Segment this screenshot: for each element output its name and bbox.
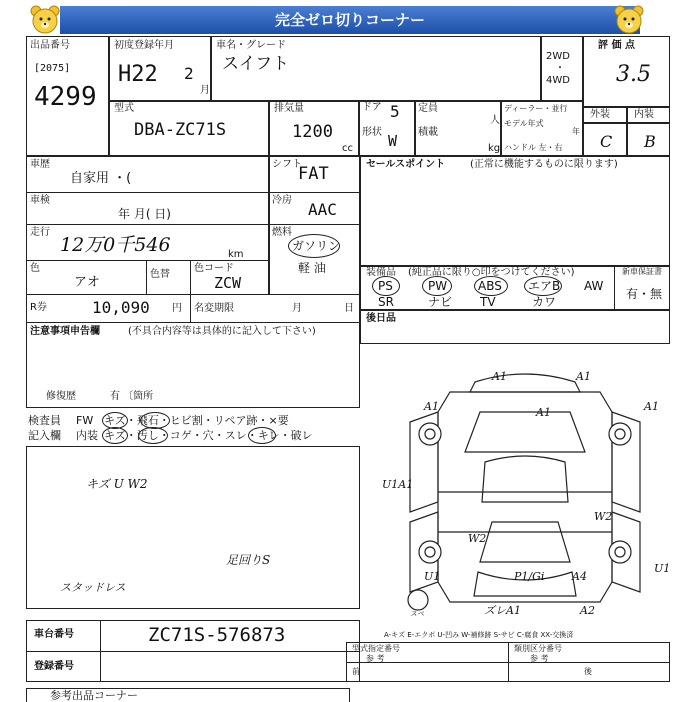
interior-items: キズ・汚し・コゲ・穴・スレ・キレ・破レ (104, 429, 313, 442)
damage-mark: A2 (580, 604, 595, 617)
ac-label: 冷房 (272, 195, 292, 206)
mascot-bear-icon (612, 3, 646, 37)
damage-mark: A4 (572, 570, 587, 583)
ref-2: 参 考 (530, 654, 549, 663)
doors-value: 5 (390, 102, 400, 121)
bottom-label: 参考出品コーナー (50, 689, 138, 702)
type-value: DBA-ZC71S (134, 120, 227, 140)
cert-label-2: 類別区分番号 (514, 644, 562, 653)
damage-mark: W2 (468, 532, 487, 545)
type-label: 型式 (114, 103, 134, 114)
sales-point-sub: (正常に機能するものに限ります) (470, 159, 618, 170)
history-label: 車歴 (30, 159, 50, 170)
dealer-label: ディーラー・並行 (504, 104, 568, 113)
color-code-label: 色コード (194, 263, 234, 274)
damage-mark: P1/Gi (514, 570, 545, 583)
drive-4wd: 4WD (546, 75, 570, 86)
equip-navi: ナビ (428, 295, 453, 309)
interior-label: 内装 (634, 109, 654, 120)
model-grade-label: 車名・グレード (216, 40, 286, 51)
damage-mark: U1 (654, 562, 670, 575)
drive-sep: ・ (555, 63, 565, 74)
doors-label: ドア (362, 102, 382, 113)
equip-ps: PS (378, 279, 393, 293)
damage-mark: ズレA1 (484, 604, 521, 617)
banner-title: 完全ゼロ切りコーナー (60, 6, 640, 34)
first-reg-label: 初度登録年月 (114, 40, 174, 51)
car-damage-diagram (380, 352, 670, 624)
memo-1: キズ U W2 (86, 477, 148, 491)
score-value: 3.5 (616, 62, 651, 87)
mileage-value: 12万0千546 (60, 234, 171, 256)
ac-value: AAC (308, 200, 337, 219)
shift-value: FAT (298, 164, 329, 184)
warranty-value: 有・無 (626, 287, 663, 301)
lot-label: 出品番号 (30, 40, 70, 51)
handle-label: ハンドル 左・右 (504, 143, 563, 152)
equip-tv: TV (480, 295, 496, 309)
recycle-value: 10,090 (92, 298, 150, 317)
rear-label: 後日品 (366, 313, 396, 324)
damage-mark: A1 (644, 400, 659, 413)
damage-mark: スペ (410, 610, 424, 618)
history-value: 自家用 ・( (70, 171, 132, 186)
capacity-label: 定員 (418, 103, 438, 114)
sales-point-label: セールスポイント (366, 159, 446, 170)
notes-label: 注意事項申告欄 (30, 326, 100, 337)
reg-label: 登録番号 (34, 661, 74, 672)
damage-mark: A1 (424, 400, 439, 413)
shape-label: 形状 (362, 127, 382, 138)
equipment-sub: (純正品に限り○印をつけてください) (408, 267, 575, 278)
mileage-label: 走行 (30, 227, 50, 238)
color-value: アオ (74, 275, 100, 290)
inspection-label: 車検 (30, 195, 50, 206)
damage-mark: A1 (576, 370, 591, 383)
color-change-label: 色替 (150, 269, 170, 280)
damage-mark: A1 (536, 406, 551, 419)
fuel-value-1: ガソリン (292, 239, 341, 253)
inspection-value: 年 月( 日) (118, 207, 171, 221)
cert-label-1: 型式指定番号 (352, 644, 400, 653)
notes-sub: (不具合内容等は具体的に記入して下さい) (128, 326, 316, 337)
exterior-value: C (600, 132, 613, 151)
front-label: 前 (352, 667, 360, 676)
first-reg-era: H22 (118, 62, 158, 87)
color-label: 色 (30, 263, 40, 274)
model-year-label: モデル年式 (504, 119, 544, 128)
mileage-unit: km (228, 249, 244, 260)
damage-mark: W2 (594, 510, 613, 523)
damage-mark: U1A1 (382, 478, 414, 491)
lot-number: 4299 (34, 82, 97, 112)
fw-label: FW (76, 414, 94, 427)
repair-label: 修復歴 (46, 391, 76, 402)
model-name: スイフト (222, 54, 290, 74)
name-change-month: 月 (292, 303, 302, 314)
equipment-label: 装備品 (366, 267, 396, 278)
displacement-label: 排気量 (274, 103, 304, 114)
first-reg-month: 2 (184, 64, 194, 83)
mascot-bear-icon (28, 3, 62, 37)
shift-label: シフト (272, 159, 302, 170)
equip-airbag: エアB (528, 279, 561, 293)
recycle-unit: 円 (172, 303, 182, 314)
displacement-value: 1200 (292, 122, 333, 142)
load-unit: kg (488, 143, 501, 154)
sheet-frame (26, 36, 670, 156)
fuel-label: 燃料 (272, 227, 292, 238)
interior-value: B (644, 132, 656, 151)
inspector-label: 検査員 (28, 414, 61, 427)
displacement-unit: cc (342, 143, 353, 154)
entry-label: 記入欄 (28, 429, 61, 442)
equip-pw: PW (428, 279, 448, 293)
recycle-label: R券 (30, 302, 47, 313)
rear-items-box (360, 310, 670, 344)
repair-value: 有 〔箇所 (110, 391, 154, 402)
equip-abs: ABS (478, 279, 502, 293)
warranty-label: 新車保証書 (622, 267, 662, 276)
load-label: 積載 (418, 127, 438, 138)
exterior-label: 外装 (590, 109, 610, 120)
name-change-label: 名変期限 (194, 303, 234, 314)
model-year-unit: 年 (572, 127, 580, 136)
fw-items: キズ・飛石・ヒビ割・リペア跡・×要 (104, 414, 289, 427)
equip-leather: カワ (532, 295, 557, 309)
name-change-day: 日 (344, 303, 354, 314)
lot-bracket: [2075] (34, 63, 71, 74)
chassis-label: 車台番号 (34, 629, 74, 640)
equip-sr: SR (378, 295, 394, 309)
first-reg-month-unit: 月 (200, 85, 210, 96)
sales-point-box (360, 156, 670, 266)
damage-mark: U1 (424, 570, 441, 583)
memo-3: スタッドレス (60, 581, 126, 594)
damage-mark: A1 (492, 370, 507, 383)
ref-1: 参 考 (366, 654, 385, 663)
equip-aw: AW (584, 279, 604, 293)
capacity-unit: 人 (490, 115, 500, 126)
shape-value: W (388, 132, 398, 150)
rear-label-small: 後 (584, 667, 592, 676)
interior-items-label: 内装 (76, 429, 98, 442)
chassis-value: ZC71S-576873 (148, 624, 286, 646)
color-code-value: ZCW (214, 274, 242, 292)
diagram-legend: A-キズ E-エクボ U-凹み W-補修跡 S-サビ C-腐食 XX-交換済 (384, 631, 574, 639)
score-label: 評 価 点 (598, 40, 635, 51)
fuel-value-2: 軽 油 (298, 261, 326, 275)
memo-2: 足回りS (226, 553, 271, 567)
drive-2wd: 2WD (546, 51, 570, 62)
